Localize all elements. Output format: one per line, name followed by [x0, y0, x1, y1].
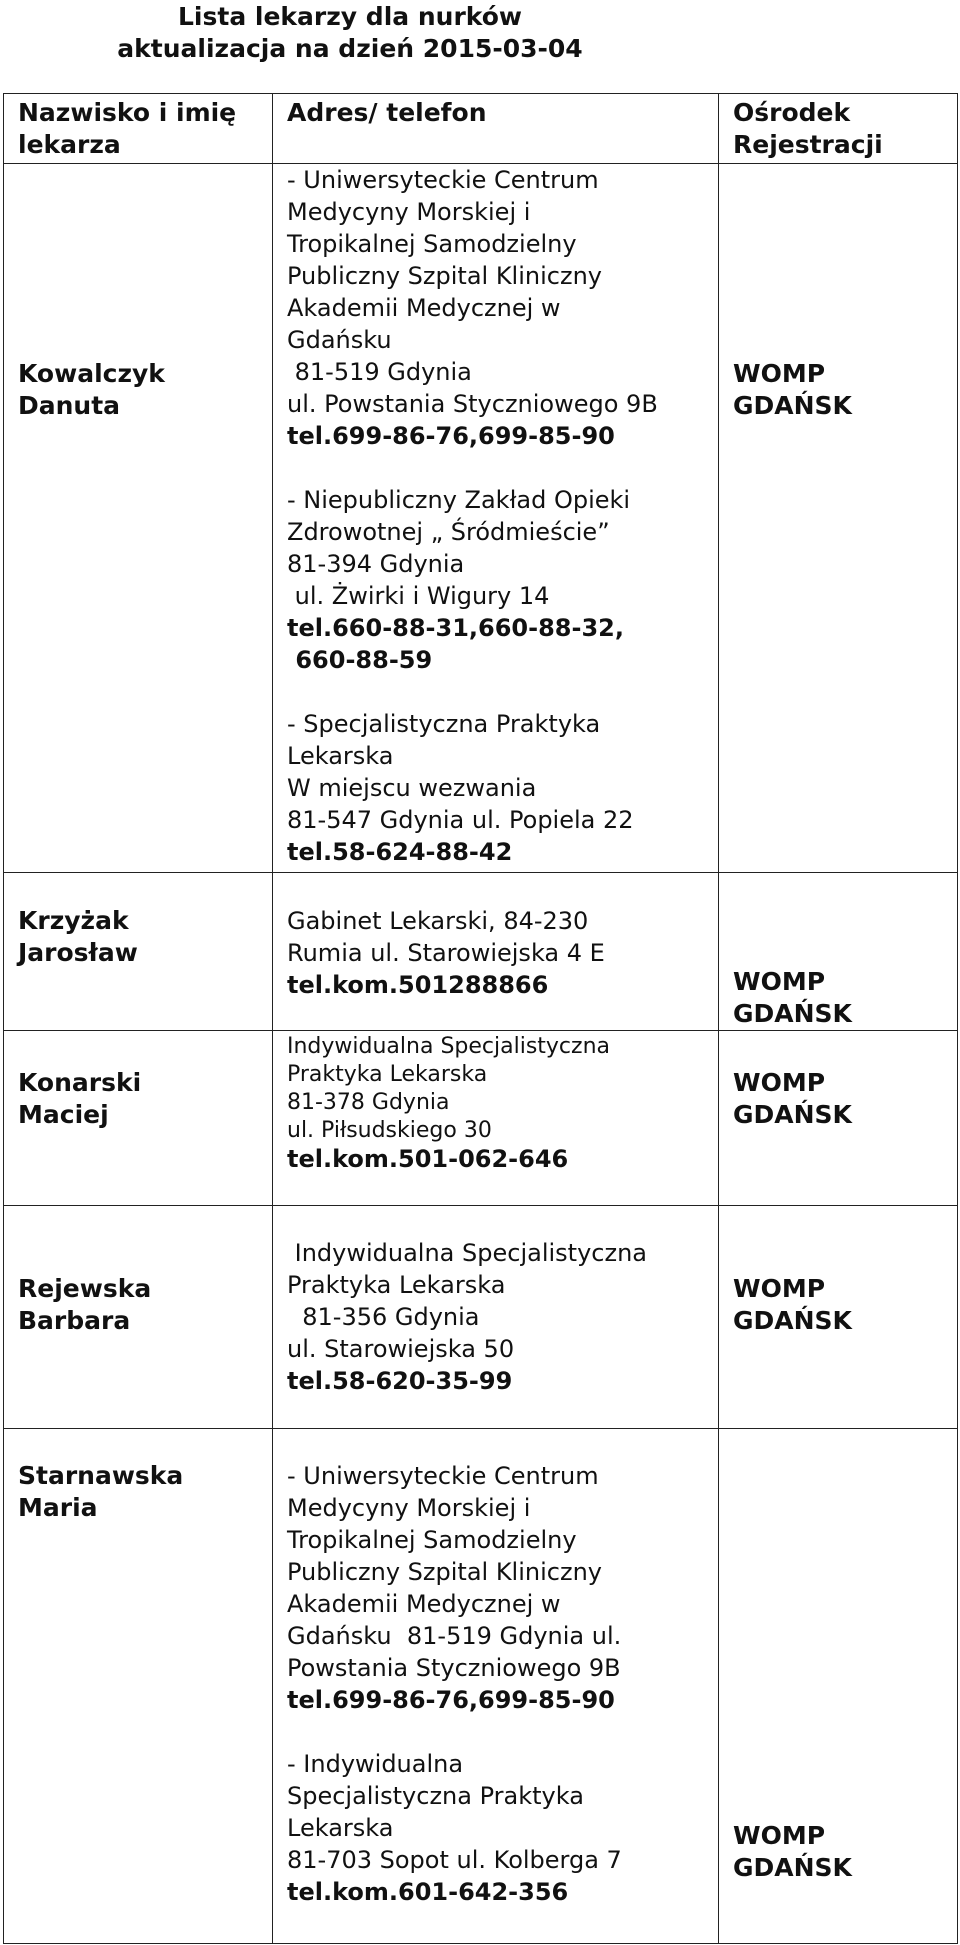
phone-number: tel.58-620-35-99: [287, 1367, 513, 1395]
address-line: Zdrowotnej „ Śródmieście”: [287, 518, 610, 546]
address-line: 81-547 Gdynia ul. Popiela 22: [287, 806, 634, 834]
registration-center: WOMP GDAŃSK: [733, 1821, 852, 1882]
table-border-top: [3, 93, 958, 94]
address-line: Medycyny Morskiej i: [287, 1494, 531, 1522]
row-divider: [3, 1205, 958, 1206]
address-spacer: [287, 1716, 622, 1748]
address-line: Lekarska: [287, 742, 394, 770]
column-divider: [718, 93, 719, 1944]
address-line: ul. Powstania Styczniowego 9B: [287, 390, 658, 418]
address-line: Indywidualna Specjalistyczna: [287, 1034, 610, 1059]
address-line: 81-394 Gdynia: [287, 550, 465, 578]
address-line: Tropikalnej Samodzielny: [287, 1526, 577, 1554]
header-address: Adres/ telefon: [287, 98, 487, 127]
address-line: 81-356 Gdynia: [287, 1303, 480, 1331]
address-line: Indywidualna Specjalistyczna: [287, 1239, 647, 1267]
doctor-address: [287, 1460, 622, 1908]
doctor-address: [287, 1033, 610, 1173]
table-border-right: [957, 93, 958, 1944]
registration-center: WOMP GDAŃSK: [733, 359, 852, 420]
address-line: 81-703 Sopot ul. Kolberga 7: [287, 1846, 622, 1874]
column-divider: [272, 93, 273, 1944]
doctor-address: [287, 1237, 647, 1397]
phone-number: tel.kom.501-062-646: [287, 1145, 569, 1173]
doctor-name: Kowalczyk Danuta: [18, 359, 165, 420]
doctor-address: [287, 164, 658, 868]
row-divider: [3, 872, 958, 873]
doctor-name: Konarski Maciej: [18, 1068, 142, 1129]
document-subtitle: aktualizacja na dzień 2015-03-04: [117, 34, 583, 63]
phone-number: 660-88-59: [287, 646, 433, 674]
address-line: Powstania Styczniowego 9B: [287, 1654, 621, 1682]
address-line: - Specjalistyczna Praktyka: [287, 710, 601, 738]
phone-number: tel.660-88-31,660-88-32,: [287, 614, 624, 642]
address-line: Specjalistyczna Praktyka: [287, 1782, 584, 1810]
address-line: ul. Żwirki i Wigury 14: [287, 582, 550, 610]
phone-number: tel.kom.501288866: [287, 971, 549, 999]
doctor-name: Krzyżak Jarosław: [18, 906, 138, 967]
address-line: - Niepubliczny Zakład Opieki: [287, 486, 631, 514]
address-line: Rumia ul. Starowiejska 4 E: [287, 939, 605, 967]
address-line: Medycyny Morskiej i: [287, 198, 531, 226]
table-border-bottom: [3, 1943, 958, 1944]
row-divider: [3, 1030, 958, 1031]
doctor-name: Starnawska Maria: [18, 1461, 184, 1522]
address-line: Gdańsku: [287, 326, 392, 354]
address-line: Akademii Medycznej w: [287, 1590, 561, 1618]
address-line: W miejscu wezwania: [287, 774, 537, 802]
address-line: - Uniwersyteckie Centrum: [287, 1462, 599, 1490]
address-line: Akademii Medycznej w: [287, 294, 561, 322]
registration-center: WOMP GDAŃSK: [733, 1068, 852, 1129]
address-spacer: [287, 676, 658, 708]
registration-center: WOMP GDAŃSK: [733, 967, 852, 1028]
header-name: Nazwisko i imię lekarza: [18, 98, 237, 159]
doctor-address: [287, 905, 605, 1001]
address-line: - Uniwersyteckie Centrum: [287, 166, 599, 194]
address-line: ul. Starowiejska 50: [287, 1335, 515, 1363]
address-line: 81-519 Gdynia: [287, 358, 472, 386]
address-line: Publiczny Szpital Kliniczny: [287, 262, 602, 290]
address-line: ul. Piłsudskiego 30: [287, 1118, 492, 1143]
address-line: Tropikalnej Samodzielny: [287, 230, 577, 258]
doctor-name: Rejewska Barbara: [18, 1274, 152, 1335]
address-line: - Indywidualna: [287, 1750, 464, 1778]
address-line: Praktyka Lekarska: [287, 1271, 506, 1299]
phone-number: tel.58-624-88-42: [287, 838, 513, 866]
phone-number: tel.kom.601-642-356: [287, 1878, 569, 1906]
address-line: Gabinet Lekarski, 84-230: [287, 907, 589, 935]
header-center: Ośrodek Rejestracji: [733, 98, 883, 159]
document-title: Lista lekarzy dla nurków: [178, 2, 522, 31]
registration-center: WOMP GDAŃSK: [733, 1274, 852, 1335]
address-line: Praktyka Lekarska: [287, 1062, 488, 1087]
table-border-left: [3, 93, 4, 1944]
address-line: Publiczny Szpital Kliniczny: [287, 1558, 602, 1586]
address-line: Lekarska: [287, 1814, 394, 1842]
address-line: 81-378 Gdynia: [287, 1090, 450, 1115]
address-line: Gdańsku 81-519 Gdynia ul.: [287, 1622, 622, 1650]
row-divider: [3, 1428, 958, 1429]
phone-number: tel.699-86-76,699-85-90: [287, 1686, 615, 1714]
phone-number: tel.699-86-76,699-85-90: [287, 422, 615, 450]
address-spacer: [287, 452, 658, 484]
